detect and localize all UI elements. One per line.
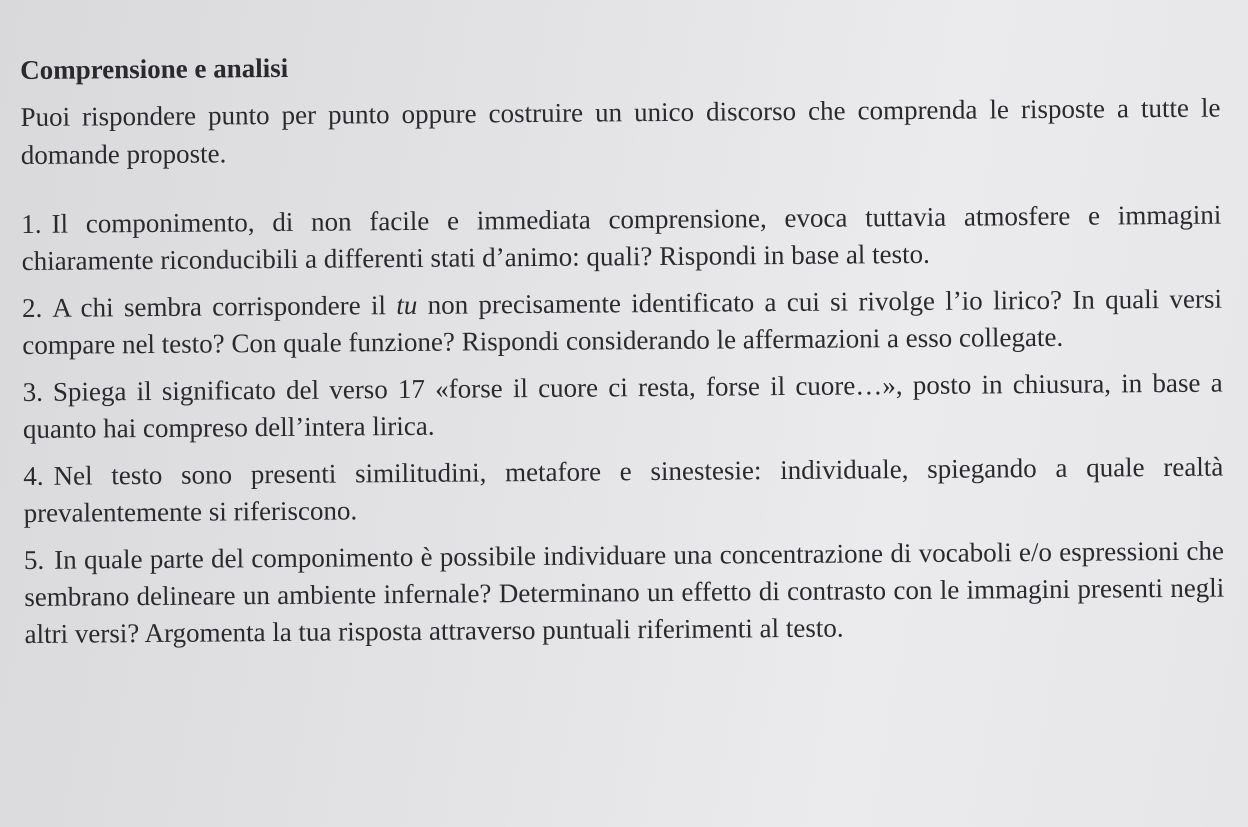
- question-number: 4.: [23, 460, 44, 491]
- question-text: In quale parte del componimento è possibile individuare una concentrazione di vocaboli e/o espressioni che sembrano delineare un ambiente infernale? Determinano un effetto di contrasto con le immagini presenti negli altri versi? Argomenta la tua risposta attraverso puntuali riferimenti al testo.: [24, 535, 1225, 649]
- question-1: [21, 197, 1222, 280]
- question-text-start: A chi sembra corrispondere il: [52, 290, 387, 323]
- question-number: 2.: [21, 292, 43, 323]
- question-3: [23, 365, 1224, 448]
- question-italic-word: tu: [396, 289, 418, 321]
- question-list: [21, 197, 1224, 653]
- question-4: [23, 449, 1224, 532]
- question-text: Il componimento, di non facile e immediata comprensione, evoca tuttavia atmosfere e immagini chiaramente riconducibili a differenti stati d’animo: quali? Rispondi in base al testo.: [21, 199, 1222, 276]
- question-5: [24, 533, 1225, 653]
- question-2: [22, 281, 1223, 364]
- question-text: Nel testo sono presenti similitudini, metafore e sinestesie: individuale, spiegando a quale realtà prevalentemente si riferiscono.: [23, 451, 1224, 528]
- question-number: 3.: [22, 376, 44, 407]
- question-number: 1.: [21, 208, 42, 239]
- question-number: 5.: [23, 544, 45, 575]
- instructions: Puoi rispondere punto per punto oppure costruire un unico discorso che comprenda le risposte a tutte le domande proposte.: [20, 92, 1221, 170]
- question-text: Spiega il significato del verso 17 «forse il cuore ci resta, forse il cuore…», posto in chiusura, in base a quanto hai compreso dell’intera lirica.: [22, 367, 1223, 444]
- section-heading: Comprensione e analisi: [20, 52, 289, 85]
- exercise-section: [20, 43, 1225, 663]
- question-text-end: non precisamente identificato a cui si rivolge l’io lirico? In quali versi compare nel testo? Con quale funzione? Rispondi considerando le affermazioni a esso collegate.: [22, 283, 1223, 360]
